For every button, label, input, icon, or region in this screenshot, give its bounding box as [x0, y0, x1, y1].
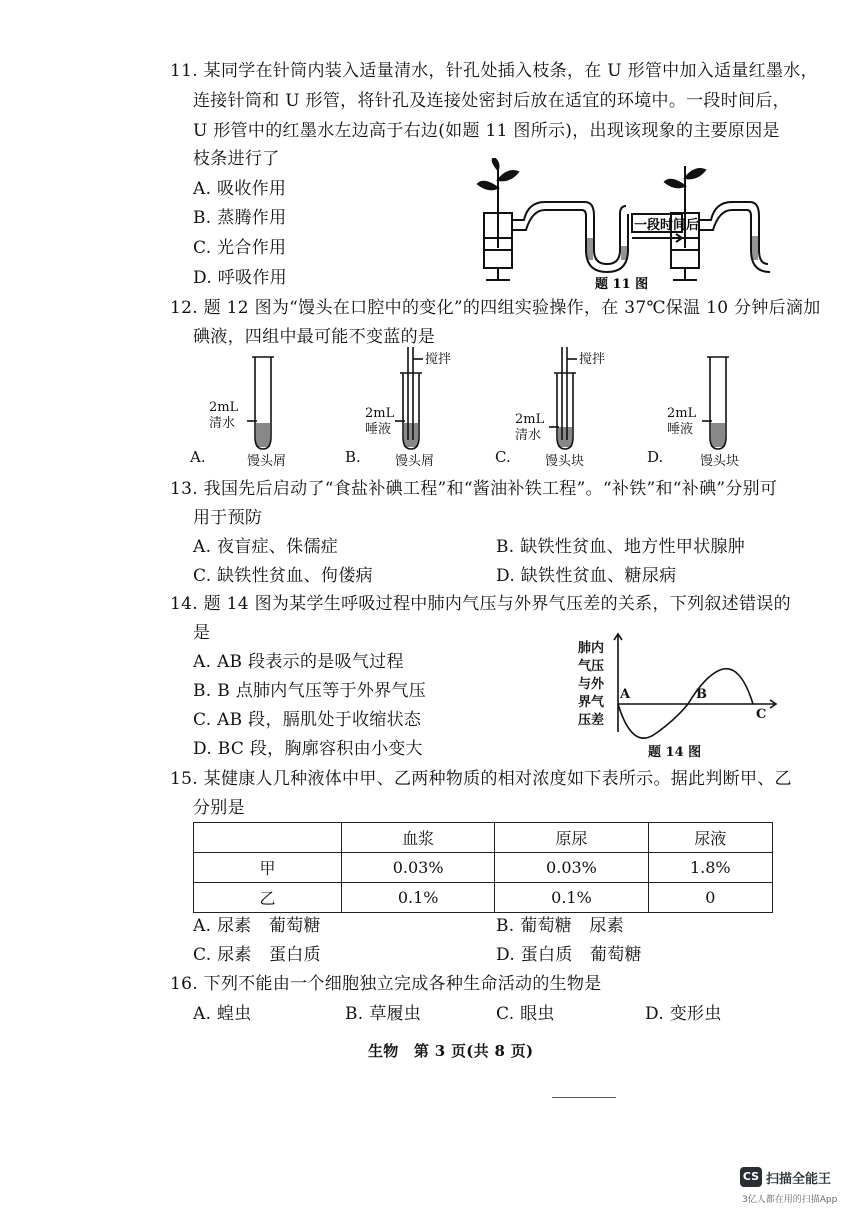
table-cell: 甲	[194, 853, 342, 883]
q12-tube-c-solid: 馒头块	[545, 454, 585, 469]
q16-option-c: C. 眼虫	[496, 1004, 555, 1024]
table-cell: 乙	[194, 883, 342, 913]
q12-tube-b-amount: 2mL	[365, 406, 395, 421]
table-header-cell	[194, 823, 342, 853]
q14-option-d: D. BC 段，胸廓容积由小变大	[193, 739, 423, 759]
table-cell: 1.8%	[648, 853, 772, 883]
q14-ylabel-3: 与外	[578, 677, 605, 692]
q14-option-b: B. B 点肺内气压等于外界气压	[193, 681, 426, 701]
table-row	[194, 853, 773, 883]
q15-option-b: B. 葡萄糖 尿素	[496, 916, 624, 936]
q14-ylabel-5: 压差	[578, 713, 605, 728]
q11-figure	[470, 158, 780, 290]
q12-tube-d-solid: 馒头块	[700, 454, 740, 469]
table-header-row	[194, 823, 773, 853]
table-cell: 0	[648, 883, 772, 913]
q15-option-d: D. 蛋白质 葡萄糖	[496, 945, 642, 965]
q14-ylabel-4: 界气	[578, 695, 605, 710]
q11-option-d: D. 呼吸作用	[193, 268, 287, 288]
table-cell: 0.1%	[342, 883, 495, 913]
q13-option-b: B. 缺铁性贫血、地方性甲状腺肿	[496, 537, 746, 557]
q12-figure	[185, 345, 765, 470]
q14-ylabel-2: 气压	[578, 659, 605, 674]
q14-stem-line1: 14. 题 14 图为某学生呼吸过程中肺内气压与外界气压差的关系，下列叙述错误的	[170, 594, 791, 614]
q13-option-d: D. 缺铁性贫血、糖尿病	[496, 566, 677, 586]
q12-tube-b-letter: B.	[345, 448, 361, 466]
q14-point-a: A	[620, 687, 631, 702]
q14-option-c: C. AB 段，膈肌处于收缩状态	[193, 710, 422, 730]
q11-stem-line2: 连接针筒和 U 形管，将针孔及连接处密封后放在适宜的环境中。一段时间后，	[193, 91, 790, 111]
q12-tube-c-letter: C.	[495, 448, 511, 466]
q12-tube-a-liquid: 清水	[209, 416, 236, 431]
q14-figure-caption: 题 14 图	[648, 745, 702, 760]
table-cell: 0.03%	[342, 853, 495, 883]
q13-stem-line2: 用于预防	[193, 508, 263, 528]
q15-option-c: C. 尿素 蛋白质	[193, 945, 321, 965]
q15-stem-line1: 15. 某健康人几种液体中甲、乙两种物质的相对浓度如下表所示。据此判断甲、乙	[170, 769, 792, 789]
q11-option-c: C. 光合作用	[193, 238, 287, 258]
scanner-logo-icon: CS	[740, 1167, 762, 1187]
table-header-cell: 原尿	[495, 823, 648, 853]
q12-tube-a-letter: A.	[190, 448, 206, 466]
q14-stem-line2: 是	[193, 623, 211, 643]
q14-figure	[570, 632, 785, 764]
q11-figure-caption: 题 11 图	[595, 277, 649, 290]
scanner-tagline: 3亿人都在用的扫描App	[742, 1195, 838, 1205]
q16-option-b: B. 草履虫	[345, 1004, 422, 1024]
q12-tube-a-solid: 馒头屑	[247, 454, 287, 469]
q14-point-c: C	[756, 707, 767, 722]
q12-tube-a-amount: 2mL	[209, 400, 239, 415]
q12-tube-d-amount: 2mL	[667, 406, 697, 421]
q11-option-b: B. 蒸腾作用	[193, 208, 287, 228]
q12-tube-c-stir: 搅拌	[579, 352, 606, 367]
q14-point-b: B	[696, 687, 707, 702]
q11-stem-line4: 枝条进行了	[193, 149, 280, 169]
q11-option-a: A. 吸收作用	[193, 179, 287, 199]
q14-option-a: A. AB 段表示的是吸气过程	[193, 652, 404, 672]
q11-figure-arrow-label: 一段时间后	[634, 218, 700, 233]
q16-stem-line1: 16. 下列不能由一个细胞独立完成各种生命活动的生物是	[170, 974, 602, 994]
table-cell: 0.03%	[495, 853, 648, 883]
page-footer: 生物 第 3 页(共 8 页)	[368, 1042, 534, 1060]
scanner-app-name: 扫描全能王	[766, 1172, 832, 1187]
q12-stem-line2: 碘液，四组中最可能不变蓝的是	[193, 327, 436, 347]
q15-table	[193, 822, 773, 913]
q13-stem-line1: 13. 我国先后启动了“食盐补碘工程”和“酱油补铁工程”。“补铁”和“补碘”分别可	[170, 479, 778, 499]
q15-option-a: A. 尿素 葡萄糖	[193, 916, 321, 936]
table-cell: 0.1%	[495, 883, 648, 913]
q12-tube-c-amount: 2mL	[515, 412, 545, 427]
q12-tube-b-liquid: 唾液	[365, 422, 392, 437]
q15-stem-line2: 分别是	[193, 798, 245, 818]
q11-stem-line3: U 形管中的红墨水左边高于右边(如题 11 图所示)，出现该现象的主要原因是	[193, 121, 780, 141]
table-header-cell: 尿液	[648, 823, 772, 853]
q12-tube-c-liquid: 清水	[515, 428, 542, 443]
q12-tube-b-solid: 馒头屑	[395, 454, 435, 469]
table-header-cell: 血浆	[342, 823, 495, 853]
q16-option-d: D. 变形虫	[645, 1004, 722, 1024]
q12-tube-b-stir: 搅拌	[425, 352, 452, 367]
q13-option-a: A. 夜盲症、侏儒症	[193, 537, 339, 557]
table-row	[194, 883, 773, 913]
q13-option-c: C. 缺铁性贫血、佝偻病	[193, 566, 373, 586]
q12-tube-d-liquid: 唾液	[667, 422, 694, 437]
q14-ylabel-1: 肺内	[578, 641, 605, 656]
q12-stem-line1: 12. 题 12 图为“馒头在口腔中的变化”的四组实验操作，在 37℃保温 10 分钟后滴加	[170, 298, 821, 318]
q16-option-a: A. 蝗虫	[193, 1004, 252, 1024]
q11-stem-line1: 11. 某同学在针筒内装入适量清水，针孔处插入枝条，在 U 形管中加入适量红墨水，	[170, 61, 818, 81]
q12-tube-d-letter: D.	[647, 448, 664, 466]
divider	[552, 1097, 616, 1098]
